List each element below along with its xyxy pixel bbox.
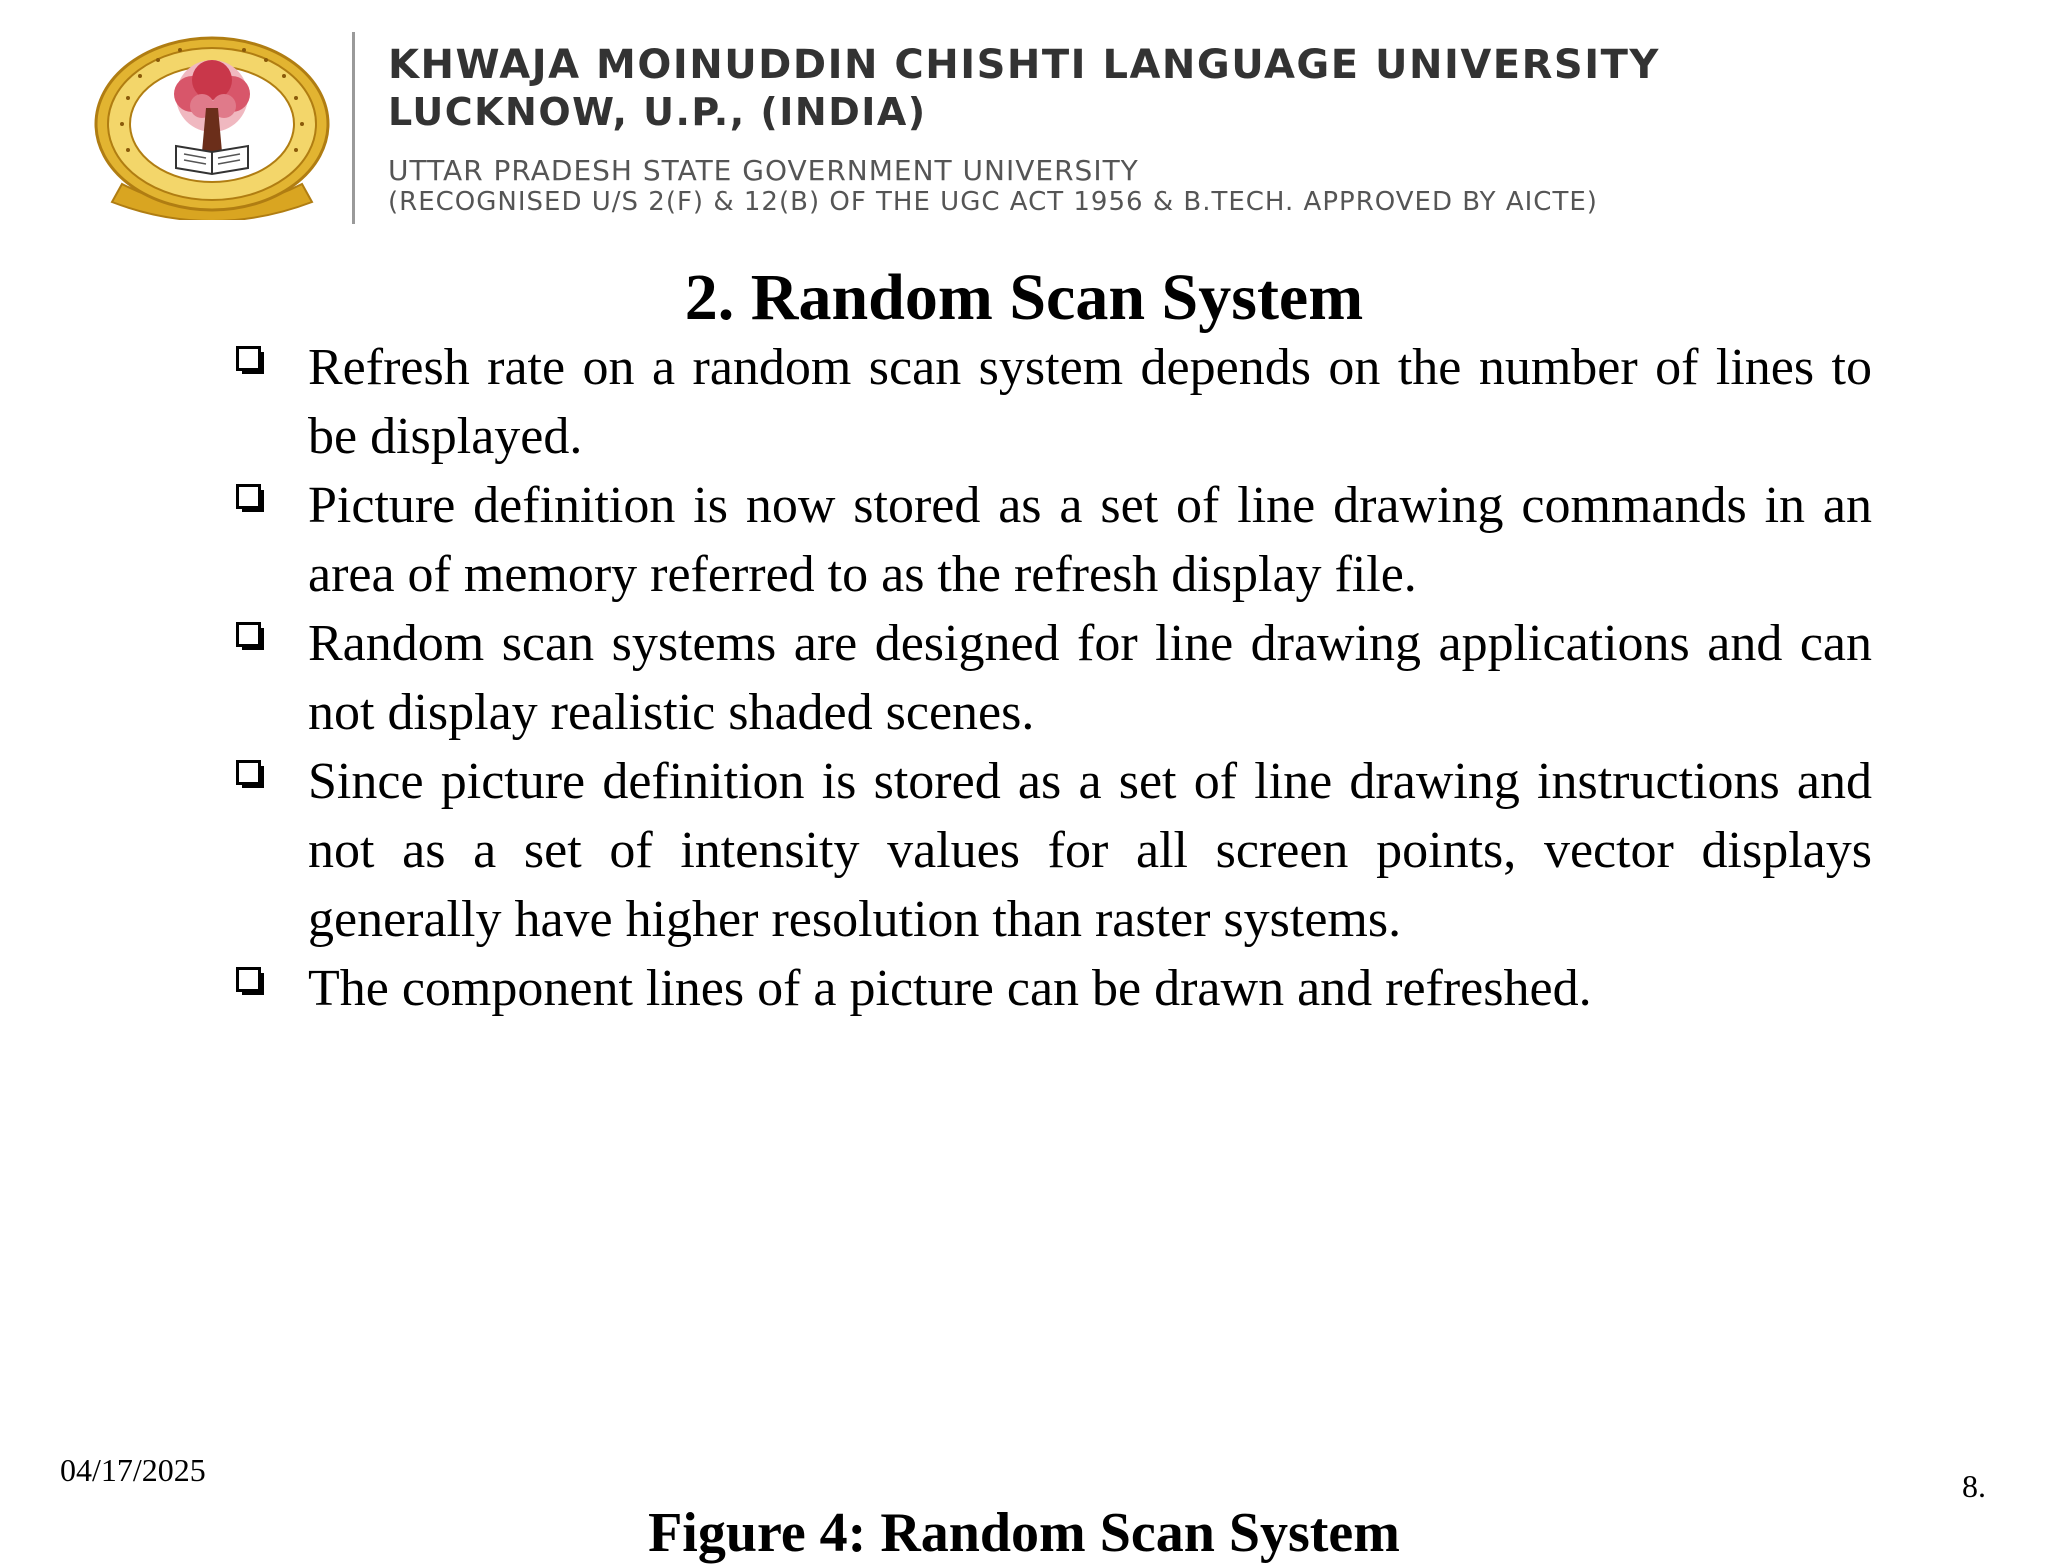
bullet-text: Refresh rate on a random scan system depends on the number of lines to be displayed. xyxy=(308,339,1872,465)
figure-caption: Figure 4: Random Scan System xyxy=(648,1502,1400,1564)
checkbox-bullet-icon xyxy=(236,484,266,514)
bullet-item xyxy=(228,609,1872,747)
bullet-text: Since picture definition is stored as a set of line drawing instructions and not as a set of intensity values for all screen points, vector displays generally have higher resolution than raster systems. xyxy=(308,753,1872,948)
bullet-item xyxy=(228,954,1872,1023)
bullet-list xyxy=(228,333,1872,1023)
bullet-item xyxy=(228,471,1872,609)
checkbox-bullet-icon xyxy=(236,622,266,652)
university-name-line2: LUCKNOW, U.P., (INDIA) xyxy=(388,90,927,134)
bullet-text: Picture definition is now stored as a set of line drawing commands in an area of memory referred to as the refresh display file. xyxy=(308,477,1872,603)
bullet-text: Random scan systems are designed for line drawing applications and can not display realistic shaded scenes. xyxy=(308,615,1872,741)
university-subtitle-line2: (RECOGNISED U/S 2(F) & 12(B) OF THE UGC ACT 1956 & B.TECH. APPROVED BY AICTE) xyxy=(388,187,1598,217)
page-number: 8. xyxy=(1962,1468,1986,1504)
checkbox-bullet-icon xyxy=(236,346,266,376)
checkbox-bullet-icon xyxy=(236,760,266,790)
university-name-line1: KHWAJA MOINUDDIN CHISHTI LANGUAGE UNIVERSITY xyxy=(388,42,1660,88)
header-divider xyxy=(352,32,355,224)
bullet-item xyxy=(228,333,1872,471)
slide-title: 2. Random Scan System xyxy=(684,261,1364,334)
university-header xyxy=(0,0,2048,240)
checkbox-bullet-icon xyxy=(236,967,266,997)
bullet-text: The component lines of a picture can be drawn and refreshed. xyxy=(308,960,1592,1017)
university-subtitle-line1: UTTAR PRADESH STATE GOVERNMENT UNIVERSITY xyxy=(388,154,1139,187)
university-seal-icon xyxy=(92,34,332,220)
bullet-item xyxy=(228,747,1872,954)
slide-date: 04/17/2025 xyxy=(60,1452,206,1488)
